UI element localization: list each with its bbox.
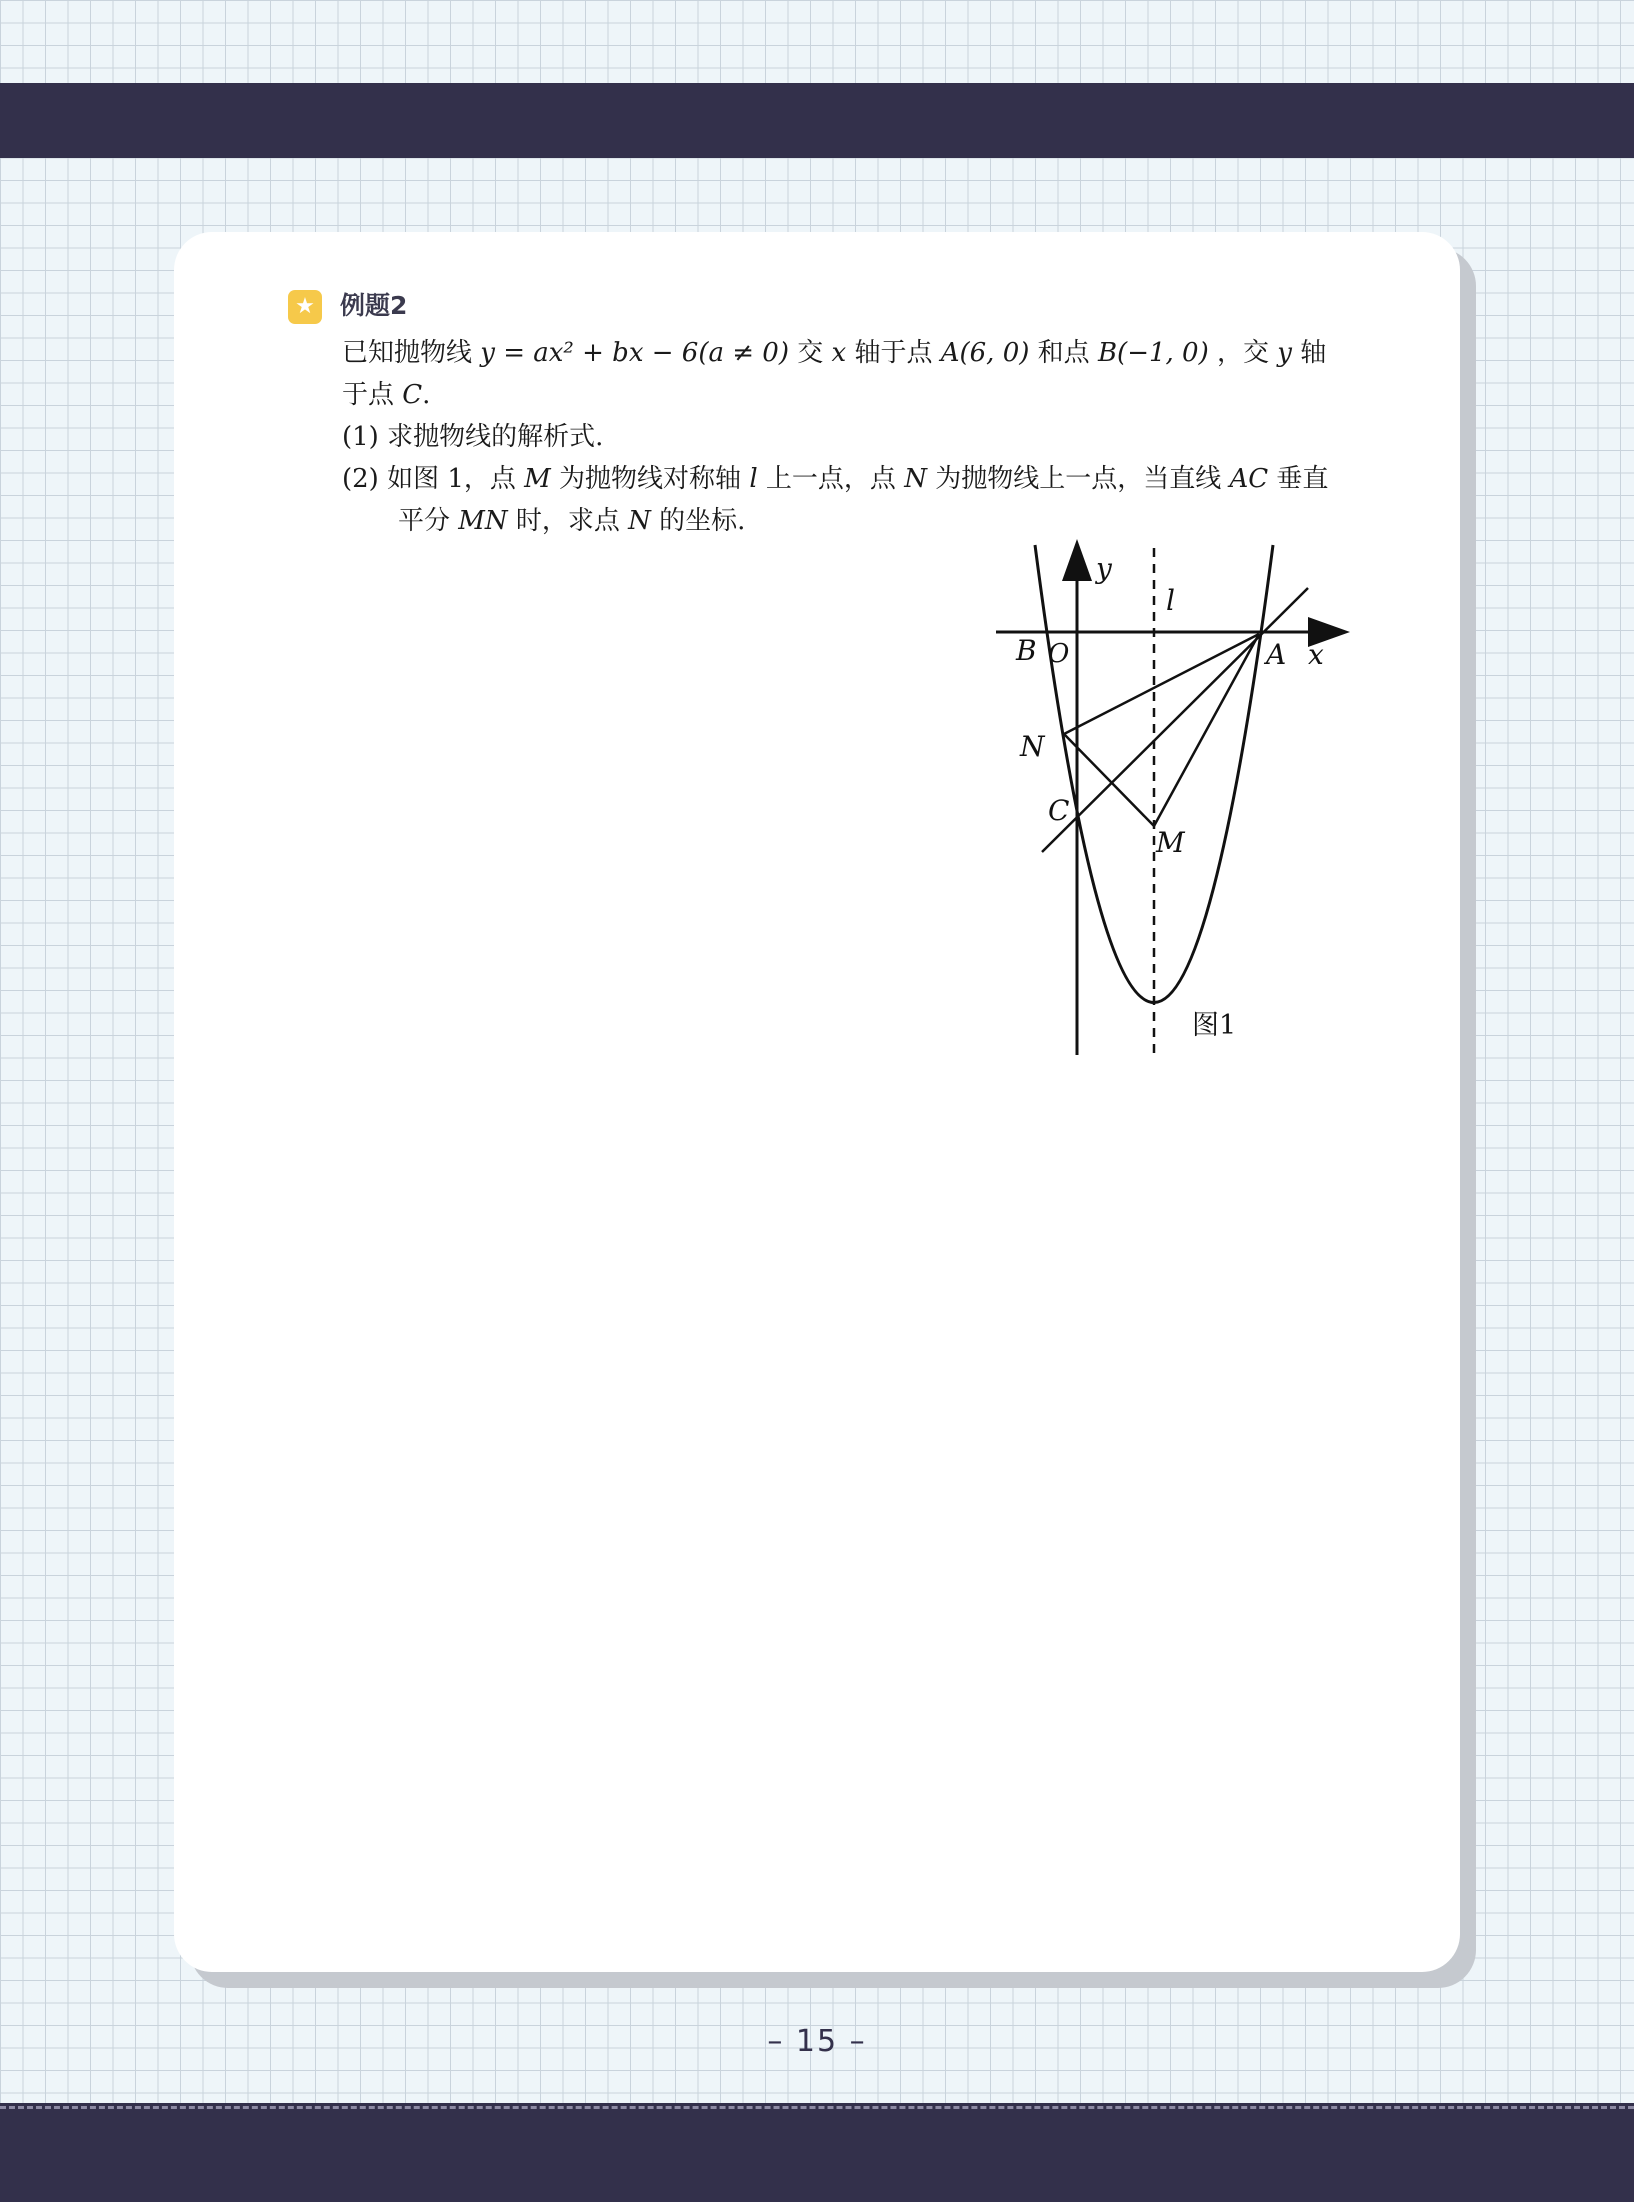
problem-part-1: (1) 求抛物线的解析式.: [342, 422, 604, 452]
example-title: 例题2: [340, 291, 408, 320]
label-N: N: [1020, 730, 1045, 763]
label-M: M: [1156, 826, 1185, 859]
segment-MA: [1154, 634, 1259, 826]
star-icon: ★: [288, 290, 322, 324]
label-y: y: [1096, 552, 1112, 585]
line-AC: [1042, 588, 1308, 852]
label-x: x: [1308, 638, 1324, 671]
problem-stem: 已知抛物线 y = ax² + bx − 6(a ≠ 0) 交 x 轴于点 A(6, 0) 和点 B(−1, 0) ，交 y 轴于点 C.: [342, 338, 1327, 410]
problem-text: [342, 332, 1346, 542]
label-l: l: [1166, 584, 1175, 617]
segment-NA: [1064, 634, 1259, 734]
figure-1: [980, 536, 1360, 1066]
label-C: C: [1048, 794, 1070, 827]
header-band: [0, 83, 1634, 158]
footer-band: [0, 2103, 1634, 2202]
label-B: B: [1016, 634, 1037, 667]
figure-caption: 图1: [1192, 1010, 1237, 1041]
label-O: O: [1048, 639, 1070, 669]
page-number: – 15 –: [767, 2024, 867, 2059]
problem-part-2: (2) 如图 1，点 M 为抛物线对称轴 l 上一点，点 N 为抛物线上一点，当直线 AC 垂直平分 MN 时，求点 N 的坐标.: [342, 464, 1329, 536]
equation: y = ax² + bx − 6(a ≠ 0): [480, 338, 789, 368]
label-A: A: [1266, 638, 1287, 671]
